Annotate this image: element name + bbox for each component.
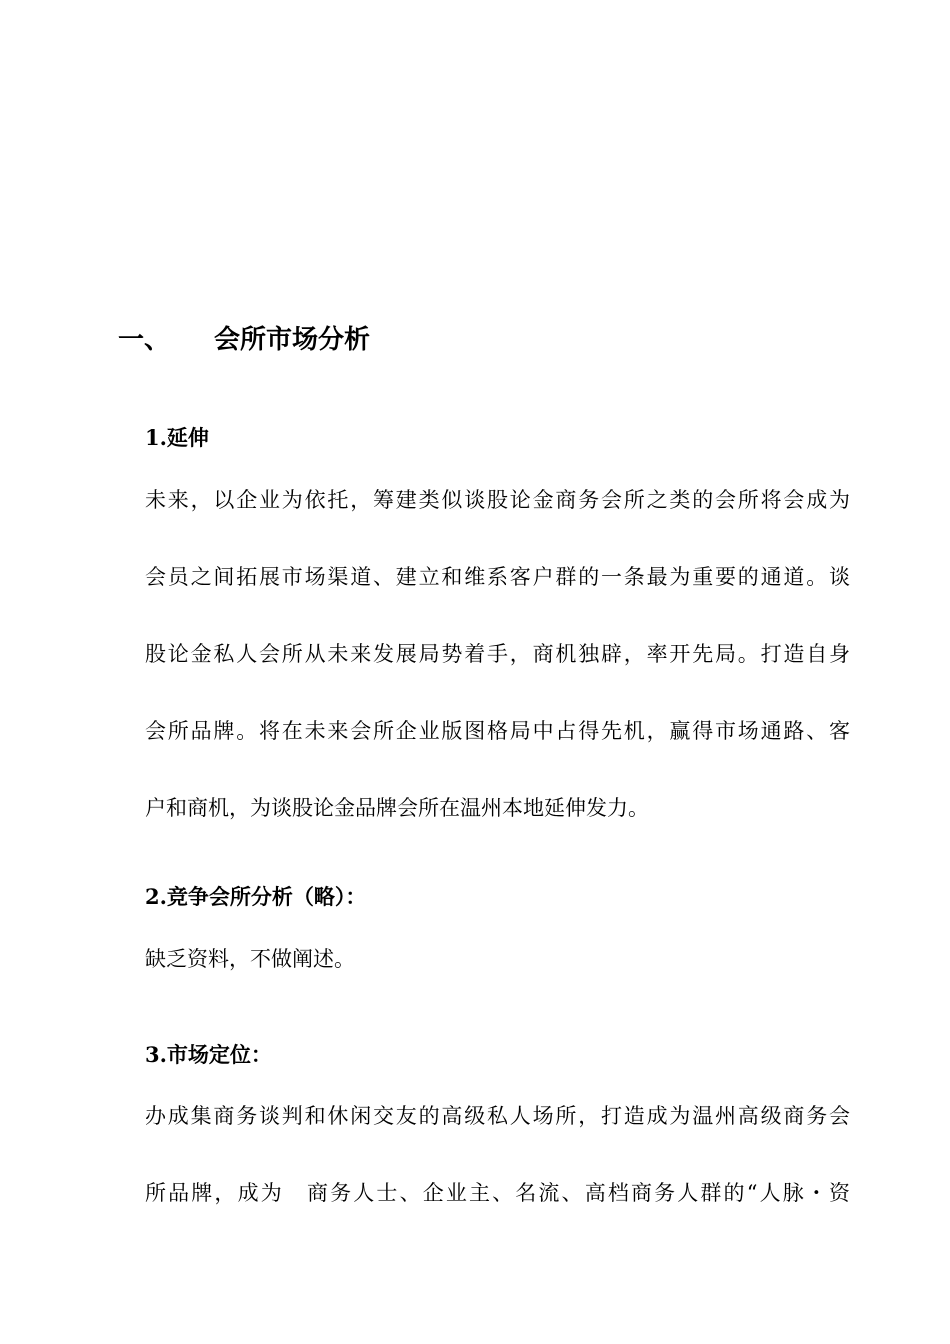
- chapter-title: 会所市场分析: [214, 325, 371, 355]
- chapter-heading: [118, 318, 370, 362]
- paragraph-line: 未来，以企业为依托，筹建类似谈股论金商务会所之类的会所将会成为: [145, 488, 850, 512]
- section-body-competition: [145, 944, 850, 974]
- paragraph-line: 股论金私人会所从未来发展局势着手，商机独辟，率开先局。打造自身: [145, 642, 850, 666]
- paragraph-line: 办成集商务谈判和休闲交友的高级私人场所，打造成为温州高级商务会: [145, 1104, 850, 1128]
- paragraph-line: 会员之间拓展市场渠道、建立和维系客户群的一条最为重要的通道。谈: [145, 565, 850, 589]
- paragraph-line: 户和商机，为谈股论金品牌会所在温州本地延伸发力。: [145, 796, 649, 820]
- section-body-extension: [145, 485, 850, 823]
- section-heading-competition: 2.竞争会所分析（略）：: [145, 884, 367, 909]
- chapter-number: 一、: [118, 325, 171, 355]
- section-heading-positioning: 3.市场定位：: [145, 1042, 272, 1067]
- paragraph-line: 会所品牌。将在未来会所企业版图格局中占得先机，赢得市场通路、客: [145, 719, 850, 743]
- paragraph-line: 缺乏资料，不做阐述。: [145, 947, 355, 971]
- paragraph-line: 所品牌，成为 商务人士、企业主、名流、高档商务人群的“人脉・资: [145, 1181, 850, 1205]
- section-heading-extension: 1.延伸: [145, 425, 209, 450]
- section-body-positioning: [145, 1101, 850, 1255]
